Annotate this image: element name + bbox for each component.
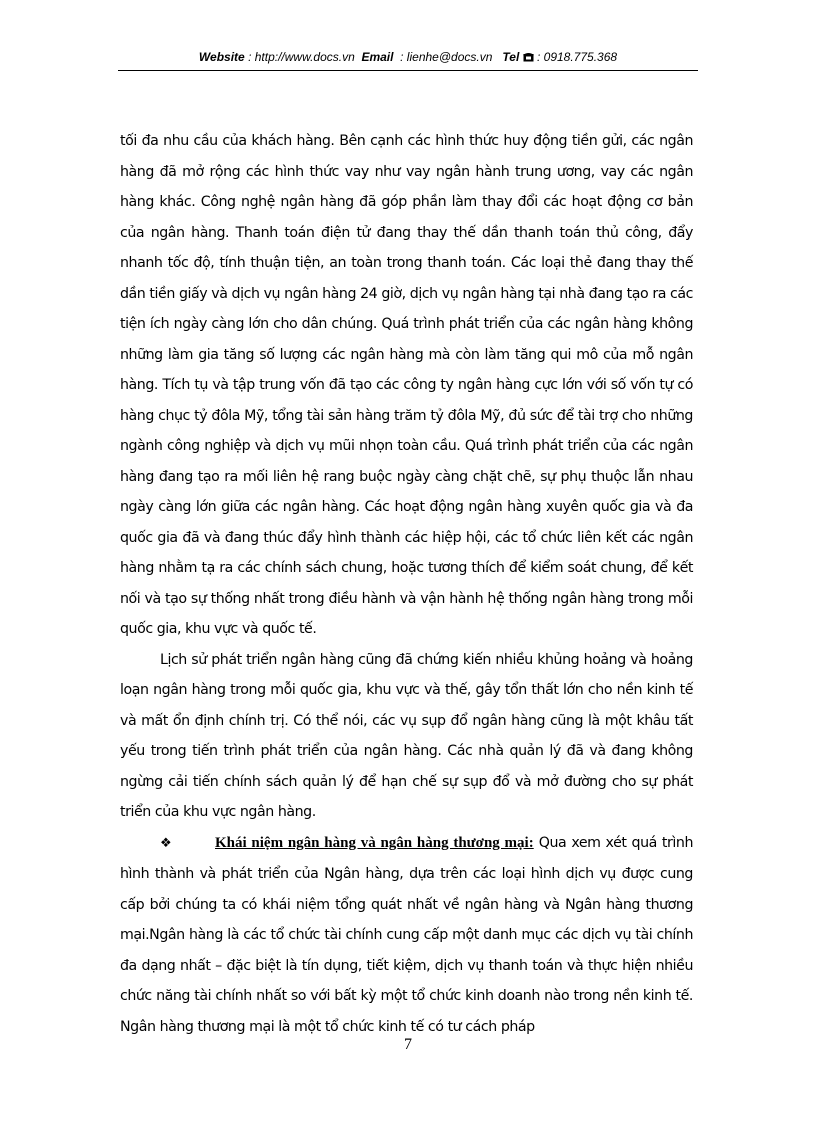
diamond-bullet-icon: ❖ [160, 835, 172, 851]
document-body [120, 126, 693, 1042]
tel-value: : 0918.775.368 [536, 50, 618, 64]
concept-text: Qua xem xét quá trình hình thành và phát triển của Ngân hàng, dựa trên các loại hình dịch vụ được cung cấp bởi chúng ta có khái niệm tổng quát nhất về ngân hàng và Ngân hàng thương mại.Ngân hàng là các tổ chức tài chính cung cấp một danh mục các dịch vụ tài chính đa dạng nhất – đặc biệt là tín dụng, tiết kiệm, dịch vụ thanh toán và thực hiện nhiều chức năng tài chính nhất so với bất kỳ một tổ chức kinh doanh nào trong nền kinh tế. Ngân hàng thương mại là một tổ chức kinh tế có tư cách pháp [120, 834, 693, 1035]
page-header [118, 50, 698, 64]
website-value[interactable]: : http://www.docs.vn [248, 50, 355, 64]
paragraph-2: Lịch sử phát triển ngân hàng cũng đã chứng kiến nhiều khủng hoảng và hoảng loạn ngân hàng trong mỗi quốc gia, khu vực và thế, gây tổn thất lớn cho nền kinh tế và mất ổn định chính trị. Có thể nói, các vụ sụp đổ ngân hàng cũng là một khâu tất yếu trong tiến trình phát triển của ngân hàng. Các nhà quản lý đã và đang không ngừng cải tiến chính sách quản lý để hạn chế sự sụp đổ và mở đường cho sự phát triển của khu vực ngân hàng. [120, 651, 693, 820]
page-number: 7 [404, 1036, 412, 1053]
header-divider [118, 70, 698, 71]
concept-title: Khái niệm ngân hàng và ngân hàng thương mại: [215, 834, 534, 851]
phone-icon [523, 50, 537, 64]
email-label: Email [361, 50, 394, 64]
paragraph-1: tối đa nhu cầu của khách hàng. Bên cạnh các hình thức huy động tiền gửi, các ngân hàng đã mở rộng các hình thức vay như vay ngân hành trung ương, vay các ngân hàng khác. Công nghệ ngân hàng đã góp phần làm thay đổi các hoạt động cơ bản của ngân hàng. Thanh toán điện tử đang thay thế dần thanh toán thủ công, đẩy nhanh tốc độ, tính thuận tiện, an toàn trong thanh toán. Các loại thẻ đang thay thế dần tiền giấy và dịch vụ ngân hàng 24 giờ, dịch vụ ngân hàng tại nhà đang tạo ra các tiện ích ngày càng lớn cho dân chúng. Quá trình phát triển của các ngân hàng không những làm gia tăng số lượng các ngân hàng mà còn làm tăng qui mô của mỗ ngân hàng. Tích tụ và tập trung vốn đã tạo các công ty ngân hàng cực lớn với số vốn tự có hàng chục tỷ đôla Mỹ, tổng tài sản hàng trăm tỷ đôla Mỹ, đủ sức để tài trợ cho những ngành công nghiệp và dịch vụ mũi nhọn toàn cầu. Quá trình phát triển của các ngân hàng đang tạo ra mối liên hệ rang buộc ngày càng chặt chẽ, sự phụ thuộc lẫn nhau ngày càng lớn giữa các ngân hàng. Các hoạt động ngân hàng xuyên quốc gia và đa quốc gia đã và đang thúc đẩy hình thành các hiệp hội, các tổ chức liên kết các ngân hàng nhằm tạ ra các chính sách chung, hoặc tương thích để kiểm soát chung, để kết nối và tạo sự thống nhất trong điều hành và vận hành hệ thống ngân hàng trong mỗi quốc gia, khu vực và quốc tế. [120, 133, 693, 637]
email-value[interactable]: : lienhe@docs.vn [400, 50, 493, 64]
concept-paragraph [120, 828, 693, 1043]
website-label: Website [198, 50, 245, 64]
tel-label: Tel [502, 50, 520, 64]
